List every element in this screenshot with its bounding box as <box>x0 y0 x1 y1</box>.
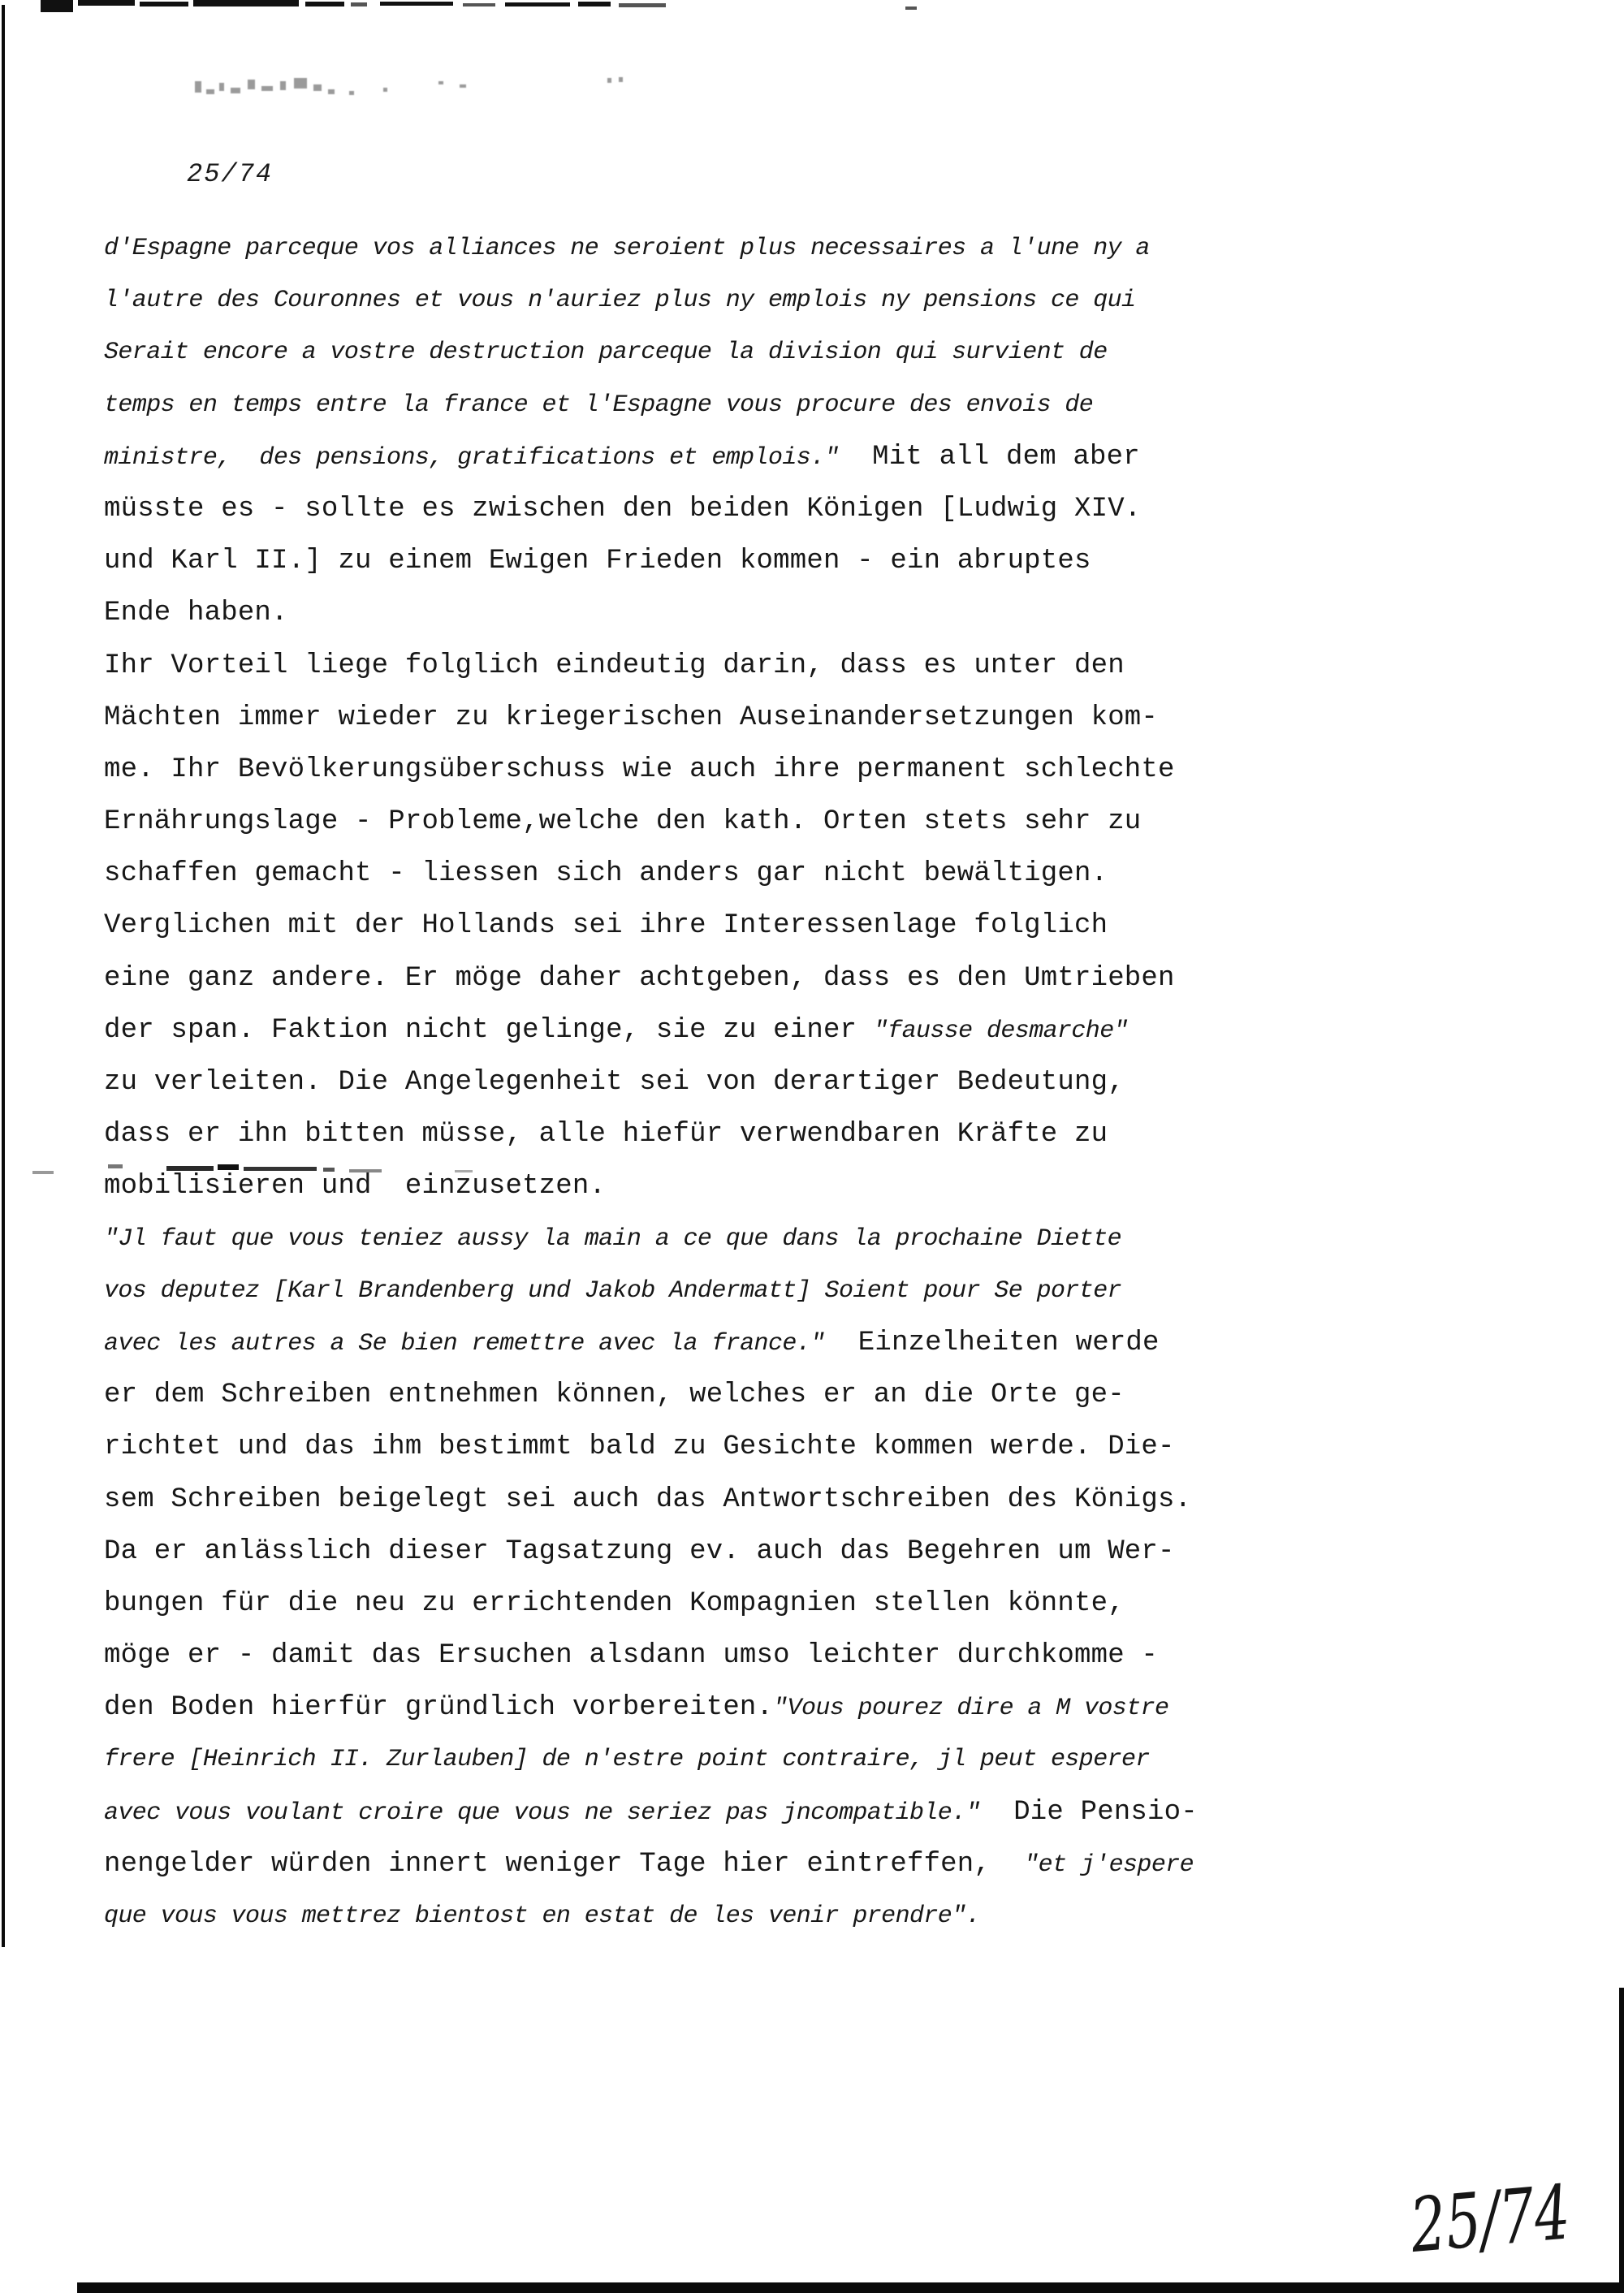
text-segment: temps en temps entre la france et l'Espagne vous procure des envois de <box>104 391 1094 419</box>
text-segment: d'Espagne parceque vos alliances ne seroient plus necessaires a l'une ny a <box>104 235 1150 262</box>
text-line <box>104 796 1549 848</box>
text-segment: Ende haben. <box>104 598 288 629</box>
speck-mark <box>351 2 367 6</box>
stamp-mark <box>328 89 335 94</box>
text-line <box>104 1213 1549 1265</box>
text-line <box>104 848 1549 900</box>
text-segment: "Jl faut que vous teniez aussy la main a ce que dans la prochaine Diette <box>104 1224 1122 1253</box>
text-line <box>104 1838 1549 1890</box>
text-line <box>104 1108 1549 1160</box>
text-line <box>104 1474 1549 1526</box>
text-segment: mobilisieren und einzusetzen. <box>104 1171 607 1203</box>
text-line <box>104 1682 1549 1734</box>
text-line <box>104 483 1549 535</box>
typewritten-text-block <box>104 222 1549 1942</box>
text-segment: que vous vous mettrez bientost en estat de les venir prendre". <box>104 1902 980 1930</box>
page-number-top: 25/74 <box>187 159 274 189</box>
stamp-mark <box>294 78 307 89</box>
text-line <box>104 1369 1549 1421</box>
stamp-mark <box>619 77 623 82</box>
text-line <box>104 1786 1549 1838</box>
text-segment: bungen für die neu zu errichtenden Kompagnien stellen könnte, <box>104 1587 1125 1619</box>
text-segment: müsste es - sollte es zwischen den beiden Königen [Ludwig XIV. <box>104 493 1142 525</box>
text-line <box>104 222 1549 274</box>
text-segment: den Boden hierfür gründlich vorbereiten. <box>104 1692 774 1724</box>
stamp-mark <box>231 88 240 93</box>
text-segment: nengelder würden innert weniger Tage hier eintreffen, <box>104 1848 1025 1880</box>
text-line <box>104 640 1549 692</box>
text-segment: Mächten immer wieder zu kriegerischen Auseinandersetzungen kom- <box>104 702 1159 733</box>
text-line <box>104 1317 1549 1369</box>
text-line <box>104 431 1549 483</box>
text-segment: Ernährungslage - Probleme,welche den kath. Orten stets sehr zu <box>104 806 1142 838</box>
text-segment: der span. Faktion nicht gelinge, sie zu einer <box>104 1014 874 1046</box>
text-segment: Ihr Vorteil liege folglich eindeutig darin, dass es unter den <box>104 650 1125 681</box>
text-segment: avec vous voulant croire que vous ne seriez pas jncompatible." <box>104 1799 980 1827</box>
text-segment: Einzelheiten werde <box>824 1327 1160 1358</box>
text-segment: eine ganz andere. Er möge daher achtgeben, dass es den Umtrieben <box>104 962 1175 994</box>
text-segment: Verglichen mit der Hollands sei ihre Interessenlage folglich <box>104 910 1108 942</box>
speck-mark <box>463 3 495 6</box>
speck-mark <box>619 3 666 7</box>
stamp-mark <box>607 78 611 83</box>
speck-mark <box>380 2 453 6</box>
speck-mark <box>505 2 570 6</box>
text-line <box>104 1056 1549 1108</box>
text-line <box>104 1421 1549 1473</box>
speck-mark <box>578 2 611 6</box>
text-segment: er dem Schreiben entnehmen können, welches er an die Orte ge- <box>104 1380 1125 1411</box>
text-line <box>104 1160 1549 1212</box>
text-segment: avec les autres a Se bien remettre avec la france." <box>104 1329 825 1358</box>
text-line <box>104 900 1549 952</box>
text-segment: dass er ihn bitten müsse, alle hiefür verwendbaren Kräfte zu <box>104 1119 1108 1151</box>
smudge-mark <box>32 1171 54 1174</box>
speck-mark <box>305 2 344 6</box>
text-segment: richtet und das ihm bestimmt bald zu Gesichte kommen werde. Die- <box>104 1432 1175 1463</box>
text-segment: frere [Heinrich II. Zurlauben] de n'estre point contraire, jl peut esperer <box>104 1746 1150 1774</box>
text-line <box>104 1265 1549 1317</box>
stamp-mark <box>383 88 387 92</box>
stamp-mark <box>206 89 214 94</box>
text-line <box>104 952 1549 1004</box>
text-line <box>104 1630 1549 1682</box>
text-segment: zu verleiten. Die Angelegenheit sei von derartiger Bedeutung, <box>104 1067 1125 1098</box>
speck-mark <box>905 6 917 10</box>
handwritten-page-number: 25/74 <box>1406 2169 1574 2269</box>
stamp-mark <box>313 84 322 91</box>
text-line <box>104 1004 1549 1056</box>
text-line <box>104 379 1549 431</box>
text-segment: vos deputez [Karl Brandenberg und Jakob Andermatt] Soient pour Se porter <box>104 1276 1122 1305</box>
text-segment: "Vous pourez dire a M vostre <box>773 1695 1169 1723</box>
stamp-mark <box>349 91 354 95</box>
scan-artifact-bottom-bar <box>77 2282 1624 2293</box>
text-line <box>104 1734 1549 1786</box>
speck-mark <box>41 0 73 12</box>
text-line <box>104 587 1549 639</box>
text-segment: Die Pensio- <box>979 1796 1198 1828</box>
text-segment: möge er - damit das Ersuchen alsdann umso leichter durchkomme - <box>104 1640 1159 1672</box>
text-segment: Serait encore a vostre destruction parceque la division qui survient de <box>104 339 1108 367</box>
stamp-mark <box>248 80 255 89</box>
text-line <box>104 744 1549 796</box>
scan-artifact-right-edge-line <box>1619 1988 1624 2293</box>
stamp-mark <box>280 81 286 90</box>
speck-mark <box>140 2 188 6</box>
text-segment: l'autre des Couronnes et vous n'auriez plus ny emplois ny pensions ce qui <box>104 287 1136 315</box>
text-segment: und Karl II.] zu einem Ewigen Frieden kommen - ein abruptes <box>104 546 1091 577</box>
text-segment: "fausse desmarche" <box>873 1017 1129 1045</box>
text-line <box>104 274 1549 326</box>
text-line <box>104 692 1549 744</box>
stamp-mark <box>261 86 273 91</box>
text-segment: "et j'espere <box>1024 1850 1194 1879</box>
text-line <box>104 535 1549 587</box>
speck-mark <box>193 0 299 6</box>
stamp-mark <box>219 83 224 91</box>
stamp-mark <box>460 84 466 88</box>
text-line <box>104 1578 1549 1630</box>
text-line <box>104 326 1549 378</box>
text-line <box>104 1526 1549 1578</box>
text-segment: schaffen gemacht - liessen sich anders gar nicht bewältigen. <box>104 858 1108 890</box>
text-segment: ministre, des pensions, gratifications et emplois." <box>104 443 839 472</box>
text-segment: Da er anlässlich dieser Tagsatzung ev. auch das Begehren um Wer- <box>104 1535 1175 1567</box>
text-segment: me. Ihr Bevölkerungsüberschuss wie auch ihre permanent schlechte <box>104 754 1175 785</box>
scan-artifact-left-edge-line <box>2 5 5 1947</box>
speck-mark <box>78 0 135 6</box>
text-segment: Mit all dem aber <box>838 441 1140 473</box>
stamp-mark <box>195 81 201 93</box>
text-line <box>104 1890 1549 1942</box>
stamp-mark <box>438 81 443 84</box>
text-segment: sem Schreiben beigelegt sei auch das Antwortschreiben des Königs. <box>104 1483 1192 1515</box>
